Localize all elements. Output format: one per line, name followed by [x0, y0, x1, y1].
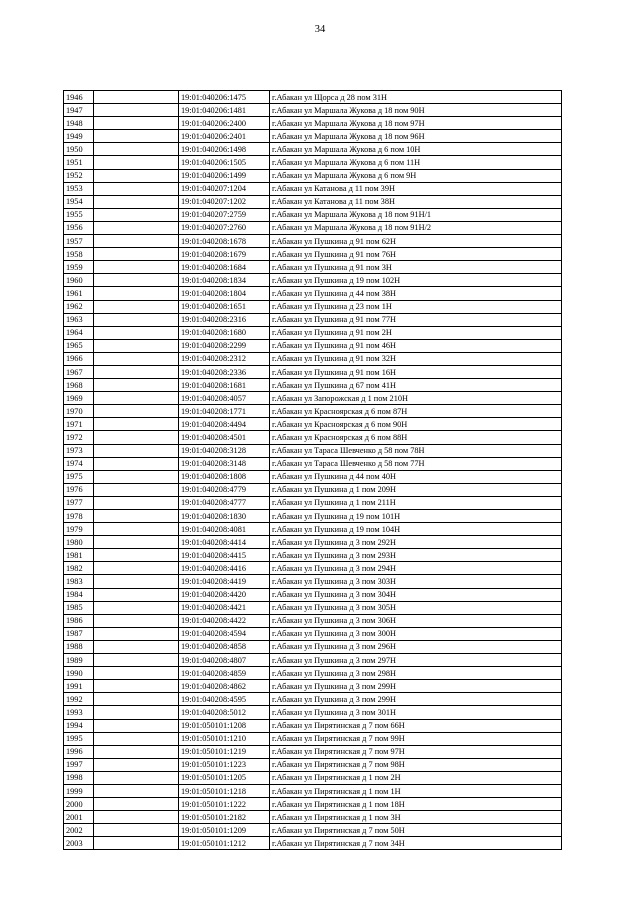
- empty-cell: [94, 640, 179, 653]
- cadastral-number: 19:01:040206:1499: [179, 169, 270, 182]
- address: г.Абакан ул Пушкина д 3 пом 305Н: [270, 601, 562, 614]
- row-number: 1970: [64, 405, 94, 418]
- table-row: [64, 562, 562, 575]
- empty-cell: [94, 470, 179, 483]
- address: г.Абакан ул Катанова д 11 пом 38Н: [270, 195, 562, 208]
- row-number: 1966: [64, 352, 94, 365]
- table-row: [64, 667, 562, 680]
- address: г.Абакан ул Запорожская д 1 пом 210Н: [270, 392, 562, 405]
- table-row: [64, 405, 562, 418]
- address: г.Абакан ул Пушкина д 3 пом 297Н: [270, 654, 562, 667]
- empty-cell: [94, 221, 179, 234]
- empty-cell: [94, 418, 179, 431]
- empty-cell: [94, 313, 179, 326]
- address: г.Абакан ул Маршала Жукова д 6 пом 11Н: [270, 156, 562, 169]
- table-row: [64, 575, 562, 588]
- cadastral-number: 19:01:050101:1219: [179, 745, 270, 758]
- cadastral-number: 19:01:050101:1208: [179, 719, 270, 732]
- cadastral-number: 19:01:040208:4415: [179, 549, 270, 562]
- row-number: 1995: [64, 732, 94, 745]
- address: г.Абакан ул Маршала Жукова д 18 пом 91Н/1: [270, 208, 562, 221]
- address: г.Абакан ул Пирятинская д 7 пом 97Н: [270, 745, 562, 758]
- address: г.Абакан ул Пушкина д 3 пом 299Н: [270, 693, 562, 706]
- table-row: [64, 654, 562, 667]
- table-row: [64, 235, 562, 248]
- cadastral-number: 19:01:040208:1804: [179, 287, 270, 300]
- table-row: [64, 431, 562, 444]
- table-row: [64, 706, 562, 719]
- cadastral-number: 19:01:040208:1680: [179, 326, 270, 339]
- cadastral-number: 19:01:040206:1505: [179, 156, 270, 169]
- address: г.Абакан ул Пушкина д 23 пом 1Н: [270, 300, 562, 313]
- table-row: [64, 261, 562, 274]
- address: г.Абакан ул Маршала Жукова д 18 пом 90Н: [270, 104, 562, 117]
- table-row: [64, 798, 562, 811]
- cadastral-number: 19:01:040208:4494: [179, 418, 270, 431]
- row-number: 1996: [64, 745, 94, 758]
- cadastral-number: 19:01:040207:1204: [179, 182, 270, 195]
- empty-cell: [94, 431, 179, 444]
- cadastral-number: 19:01:040208:4595: [179, 693, 270, 706]
- row-number: 1971: [64, 418, 94, 431]
- empty-cell: [94, 483, 179, 496]
- empty-cell: [94, 562, 179, 575]
- table-row: [64, 182, 562, 195]
- registry-table: [63, 90, 562, 850]
- table-row: [64, 274, 562, 287]
- cadastral-number: 19:01:040208:4862: [179, 680, 270, 693]
- cadastral-number: 19:01:050101:2182: [179, 811, 270, 824]
- table-row: [64, 719, 562, 732]
- table-row: [64, 91, 562, 104]
- cadastral-number: 19:01:040208:1834: [179, 274, 270, 287]
- row-number: 1963: [64, 313, 94, 326]
- row-number: 1953: [64, 182, 94, 195]
- empty-cell: [94, 732, 179, 745]
- address: г.Абакан ул Пушкина д 19 пом 104Н: [270, 523, 562, 536]
- row-number: 1986: [64, 614, 94, 627]
- table-row: [64, 614, 562, 627]
- address: г.Абакан ул Пирятинская д 7 пом 98Н: [270, 758, 562, 771]
- address: г.Абакан ул Пушкина д 44 пом 38Н: [270, 287, 562, 300]
- table-row: [64, 287, 562, 300]
- row-number: 1983: [64, 575, 94, 588]
- page-number: 34: [314, 24, 326, 35]
- cadastral-number: 19:01:040208:1771: [179, 405, 270, 418]
- empty-cell: [94, 195, 179, 208]
- cadastral-number: 19:01:040208:4859: [179, 667, 270, 680]
- table-row: [64, 627, 562, 640]
- cadastral-number: 19:01:040208:5012: [179, 706, 270, 719]
- row-number: 1998: [64, 771, 94, 784]
- address: г.Абакан ул Пушкина д 1 пом 209Н: [270, 483, 562, 496]
- address: г.Абакан ул Пушкина д 91 пом 2Н: [270, 326, 562, 339]
- table-row: [64, 549, 562, 562]
- cadastral-number: 19:01:040208:2336: [179, 365, 270, 378]
- empty-cell: [94, 667, 179, 680]
- table-row: [64, 365, 562, 378]
- empty-cell: [94, 117, 179, 130]
- table-row: [64, 496, 562, 509]
- empty-cell: [94, 444, 179, 457]
- table-row: [64, 248, 562, 261]
- address: г.Абакан ул Пирятинская д 7 пом 34Н: [270, 837, 562, 850]
- row-number: 1975: [64, 470, 94, 483]
- row-number: 1988: [64, 640, 94, 653]
- address: г.Абакан ул Пушкина д 3 пом 292Н: [270, 536, 562, 549]
- registry-table-body: [64, 91, 562, 850]
- cadastral-number: 19:01:040208:2316: [179, 313, 270, 326]
- empty-cell: [94, 326, 179, 339]
- row-number: 1961: [64, 287, 94, 300]
- table-row: [64, 379, 562, 392]
- cadastral-number: 19:01:050101:1222: [179, 798, 270, 811]
- address: г.Абакан ул Пирятинская д 1 пом 2Н: [270, 771, 562, 784]
- empty-cell: [94, 706, 179, 719]
- table-row: [64, 392, 562, 405]
- cadastral-number: 19:01:040207:1202: [179, 195, 270, 208]
- cadastral-number: 19:01:040206:1475: [179, 91, 270, 104]
- address: г.Абакан ул Щорса д 28 пом 31Н: [270, 91, 562, 104]
- cadastral-number: 19:01:050101:1209: [179, 824, 270, 837]
- cadastral-number: 19:01:040208:1681: [179, 379, 270, 392]
- empty-cell: [94, 614, 179, 627]
- empty-cell: [94, 91, 179, 104]
- address: г.Абакан ул Пушкина д 91 пом 32Н: [270, 352, 562, 365]
- address: г.Абакан ул Пирятинская д 7 пом 99Н: [270, 732, 562, 745]
- empty-cell: [94, 379, 179, 392]
- cadastral-number: 19:01:040208:1679: [179, 248, 270, 261]
- row-number: 1967: [64, 365, 94, 378]
- empty-cell: [94, 771, 179, 784]
- row-number: 1973: [64, 444, 94, 457]
- empty-cell: [94, 496, 179, 509]
- address: г.Абакан ул Пирятинская д 7 пом 50Н: [270, 824, 562, 837]
- address: г.Абакан ул Пушкина д 3 пом 298Н: [270, 667, 562, 680]
- table-row: [64, 104, 562, 117]
- address: г.Абакан ул Пушкина д 3 пом 294Н: [270, 562, 562, 575]
- table-row: [64, 117, 562, 130]
- table-row: [64, 680, 562, 693]
- empty-cell: [94, 339, 179, 352]
- cadastral-number: 19:01:040208:4777: [179, 496, 270, 509]
- table-row: [64, 130, 562, 143]
- address: г.Абакан ул Пушкина д 91 пом 62Н: [270, 235, 562, 248]
- empty-cell: [94, 248, 179, 261]
- row-number: 1992: [64, 693, 94, 706]
- cadastral-number: 19:01:040206:1481: [179, 104, 270, 117]
- row-number: 1957: [64, 235, 94, 248]
- empty-cell: [94, 405, 179, 418]
- cadastral-number: 19:01:040208:4416: [179, 562, 270, 575]
- table-row: [64, 837, 562, 850]
- row-number: 2002: [64, 824, 94, 837]
- empty-cell: [94, 824, 179, 837]
- empty-cell: [94, 143, 179, 156]
- table-row: [64, 313, 562, 326]
- empty-cell: [94, 300, 179, 313]
- cadastral-number: 19:01:040208:4594: [179, 627, 270, 640]
- cadastral-number: 19:01:040208:4858: [179, 640, 270, 653]
- empty-cell: [94, 182, 179, 195]
- row-number: 2000: [64, 798, 94, 811]
- address: г.Абакан ул Маршала Жукова д 18 пом 96Н: [270, 130, 562, 143]
- address: г.Абакан ул Пушкина д 3 пом 296Н: [270, 640, 562, 653]
- table-row: [64, 470, 562, 483]
- empty-cell: [94, 365, 179, 378]
- row-number: 1959: [64, 261, 94, 274]
- address: г.Абакан ул Пушкина д 3 пом 301Н: [270, 706, 562, 719]
- empty-cell: [94, 719, 179, 732]
- row-number: 1980: [64, 536, 94, 549]
- address: г.Абакан ул Маршала Жукова д 6 пом 9Н: [270, 169, 562, 182]
- empty-cell: [94, 274, 179, 287]
- cadastral-number: 19:01:040207:2760: [179, 221, 270, 234]
- cadastral-number: 19:01:040208:4421: [179, 601, 270, 614]
- row-number: 1974: [64, 457, 94, 470]
- address: г.Абакан ул Пушкина д 44 пом 40Н: [270, 470, 562, 483]
- empty-cell: [94, 758, 179, 771]
- table-row: [64, 352, 562, 365]
- row-number: 1982: [64, 562, 94, 575]
- address: г.Абакан ул Пушкина д 3 пом 306Н: [270, 614, 562, 627]
- address: г.Абакан ул Пушкина д 3 пом 299Н: [270, 680, 562, 693]
- empty-cell: [94, 601, 179, 614]
- cadastral-number: 19:01:050101:1205: [179, 771, 270, 784]
- address: г.Абакан ул Пушкина д 19 пом 101Н: [270, 510, 562, 523]
- address: г.Абакан ул Маршала Жукова д 18 пом 97Н: [270, 117, 562, 130]
- table-row: [64, 418, 562, 431]
- empty-cell: [94, 798, 179, 811]
- address: г.Абакан ул Тараса Шевченко д 58 пом 78Н: [270, 444, 562, 457]
- table-row: [64, 732, 562, 745]
- table-row: [64, 483, 562, 496]
- cadastral-number: 19:01:040208:4422: [179, 614, 270, 627]
- address: г.Абакан ул Красноярская д 6 пом 90Н: [270, 418, 562, 431]
- row-number: 1978: [64, 510, 94, 523]
- cadastral-number: 19:01:040206:2401: [179, 130, 270, 143]
- row-number: 1947: [64, 104, 94, 117]
- cadastral-number: 19:01:040208:3128: [179, 444, 270, 457]
- empty-cell: [94, 104, 179, 117]
- cadastral-number: 19:01:040208:4081: [179, 523, 270, 536]
- row-number: 1993: [64, 706, 94, 719]
- table-row: [64, 510, 562, 523]
- address: г.Абакан ул Пушкина д 91 пом 16Н: [270, 365, 562, 378]
- cadastral-number: 19:01:050101:1212: [179, 837, 270, 850]
- table-row: [64, 588, 562, 601]
- cadastral-number: 19:01:040207:2759: [179, 208, 270, 221]
- row-number: 1950: [64, 143, 94, 156]
- empty-cell: [94, 837, 179, 850]
- empty-cell: [94, 523, 179, 536]
- row-number: 1972: [64, 431, 94, 444]
- table-row: [64, 221, 562, 234]
- table-row: [64, 601, 562, 614]
- cadastral-number: 19:01:040208:1830: [179, 510, 270, 523]
- empty-cell: [94, 510, 179, 523]
- row-number: 1994: [64, 719, 94, 732]
- empty-cell: [94, 693, 179, 706]
- table-row: [64, 523, 562, 536]
- address: г.Абакан ул Пирятинская д 1 пом 1Н: [270, 784, 562, 797]
- row-number: 1976: [64, 483, 94, 496]
- row-number: 1951: [64, 156, 94, 169]
- address: г.Абакан ул Пушкина д 3 пом 303Н: [270, 575, 562, 588]
- table-row: [64, 457, 562, 470]
- row-number: 1984: [64, 588, 94, 601]
- empty-cell: [94, 130, 179, 143]
- row-number: 1968: [64, 379, 94, 392]
- cadastral-number: 19:01:040206:2400: [179, 117, 270, 130]
- address: г.Абакан ул Пушкина д 91 пом 3Н: [270, 261, 562, 274]
- row-number: 1987: [64, 627, 94, 640]
- empty-cell: [94, 169, 179, 182]
- row-number: 1954: [64, 195, 94, 208]
- row-number: 1962: [64, 300, 94, 313]
- cadastral-number: 19:01:040208:2299: [179, 339, 270, 352]
- row-number: 2001: [64, 811, 94, 824]
- address: г.Абакан ул Катанова д 11 пом 39Н: [270, 182, 562, 195]
- row-number: 1955: [64, 208, 94, 221]
- table-row: [64, 693, 562, 706]
- empty-cell: [94, 156, 179, 169]
- table-row: [64, 745, 562, 758]
- row-number: 1956: [64, 221, 94, 234]
- empty-cell: [94, 536, 179, 549]
- address: г.Абакан ул Тараса Шевченко д 58 пом 77Н: [270, 457, 562, 470]
- address: г.Абакан ул Пушкина д 67 пом 41Н: [270, 379, 562, 392]
- empty-cell: [94, 680, 179, 693]
- address: г.Абакан ул Красноярская д 6 пом 88Н: [270, 431, 562, 444]
- table-row: [64, 208, 562, 221]
- row-number: 1969: [64, 392, 94, 405]
- row-number: 1981: [64, 549, 94, 562]
- empty-cell: [94, 654, 179, 667]
- empty-cell: [94, 627, 179, 640]
- cadastral-number: 19:01:040208:4807: [179, 654, 270, 667]
- row-number: 1965: [64, 339, 94, 352]
- table-row: [64, 300, 562, 313]
- address: г.Абакан ул Пирятинская д 1 пом 3Н: [270, 811, 562, 824]
- address: г.Абакан ул Пирятинская д 1 пом 18Н: [270, 798, 562, 811]
- table-row: [64, 326, 562, 339]
- table-row: [64, 824, 562, 837]
- table-row: [64, 640, 562, 653]
- address: г.Абакан ул Красноярская д 6 пом 87Н: [270, 405, 562, 418]
- address: г.Абакан ул Пушкина д 3 пом 300Н: [270, 627, 562, 640]
- address: г.Абакан ул Пушкина д 1 пом 211Н: [270, 496, 562, 509]
- empty-cell: [94, 784, 179, 797]
- address: г.Абакан ул Пушкина д 91 пом 77Н: [270, 313, 562, 326]
- row-number: 1958: [64, 248, 94, 261]
- empty-cell: [94, 208, 179, 221]
- row-number: 1949: [64, 130, 94, 143]
- cadastral-number: 19:01:040208:4419: [179, 575, 270, 588]
- cadastral-number: 19:01:040208:2312: [179, 352, 270, 365]
- table-row: [64, 339, 562, 352]
- cadastral-number: 19:01:040208:4779: [179, 483, 270, 496]
- cadastral-number: 19:01:040208:4501: [179, 431, 270, 444]
- empty-cell: [94, 588, 179, 601]
- address: г.Абакан ул Пушкина д 3 пом 304Н: [270, 588, 562, 601]
- empty-cell: [94, 745, 179, 758]
- address: г.Абакан ул Пирятинская д 7 пом 66Н: [270, 719, 562, 732]
- empty-cell: [94, 287, 179, 300]
- address: г.Абакан ул Пушкина д 3 пом 293Н: [270, 549, 562, 562]
- cadastral-number: 19:01:050101:1218: [179, 784, 270, 797]
- cadastral-number: 19:01:040208:1651: [179, 300, 270, 313]
- table-row: [64, 536, 562, 549]
- cadastral-number: 19:01:040208:3148: [179, 457, 270, 470]
- table-row: [64, 143, 562, 156]
- table-row: [64, 444, 562, 457]
- table-row: [64, 758, 562, 771]
- table-row: [64, 811, 562, 824]
- row-number: 1952: [64, 169, 94, 182]
- row-number: 1997: [64, 758, 94, 771]
- empty-cell: [94, 261, 179, 274]
- row-number: 1960: [64, 274, 94, 287]
- empty-cell: [94, 457, 179, 470]
- address: г.Абакан ул Маршала Жукова д 18 пом 91Н/2: [270, 221, 562, 234]
- address: г.Абакан ул Маршала Жукова д 6 пом 10Н: [270, 143, 562, 156]
- table-row: [64, 784, 562, 797]
- row-number: 1989: [64, 654, 94, 667]
- table-row: [64, 771, 562, 784]
- empty-cell: [94, 549, 179, 562]
- empty-cell: [94, 575, 179, 588]
- row-number: 1990: [64, 667, 94, 680]
- empty-cell: [94, 235, 179, 248]
- address: г.Абакан ул Пушкина д 91 пом 46Н: [270, 339, 562, 352]
- empty-cell: [94, 392, 179, 405]
- cadastral-number: 19:01:040208:4420: [179, 588, 270, 601]
- empty-cell: [94, 352, 179, 365]
- address: г.Абакан ул Пушкина д 91 пом 76Н: [270, 248, 562, 261]
- row-number: 1979: [64, 523, 94, 536]
- row-number: 1999: [64, 784, 94, 797]
- cadastral-number: 19:01:040208:1808: [179, 470, 270, 483]
- row-number: 1964: [64, 326, 94, 339]
- empty-cell: [94, 811, 179, 824]
- row-number: 1948: [64, 117, 94, 130]
- table-row: [64, 156, 562, 169]
- cadastral-number: 19:01:040208:4057: [179, 392, 270, 405]
- row-number: 1985: [64, 601, 94, 614]
- row-number: 1946: [64, 91, 94, 104]
- row-number: 2003: [64, 837, 94, 850]
- address: г.Абакан ул Пушкина д 19 пом 102Н: [270, 274, 562, 287]
- cadastral-number: 19:01:050101:1223: [179, 758, 270, 771]
- row-number: 1977: [64, 496, 94, 509]
- cadastral-number: 19:01:040206:1498: [179, 143, 270, 156]
- table-row: [64, 169, 562, 182]
- cadastral-number: 19:01:040208:1678: [179, 235, 270, 248]
- cadastral-number: 19:01:040208:1684: [179, 261, 270, 274]
- row-number: 1991: [64, 680, 94, 693]
- table-row: [64, 195, 562, 208]
- cadastral-number: 19:01:050101:1210: [179, 732, 270, 745]
- cadastral-number: 19:01:040208:4414: [179, 536, 270, 549]
